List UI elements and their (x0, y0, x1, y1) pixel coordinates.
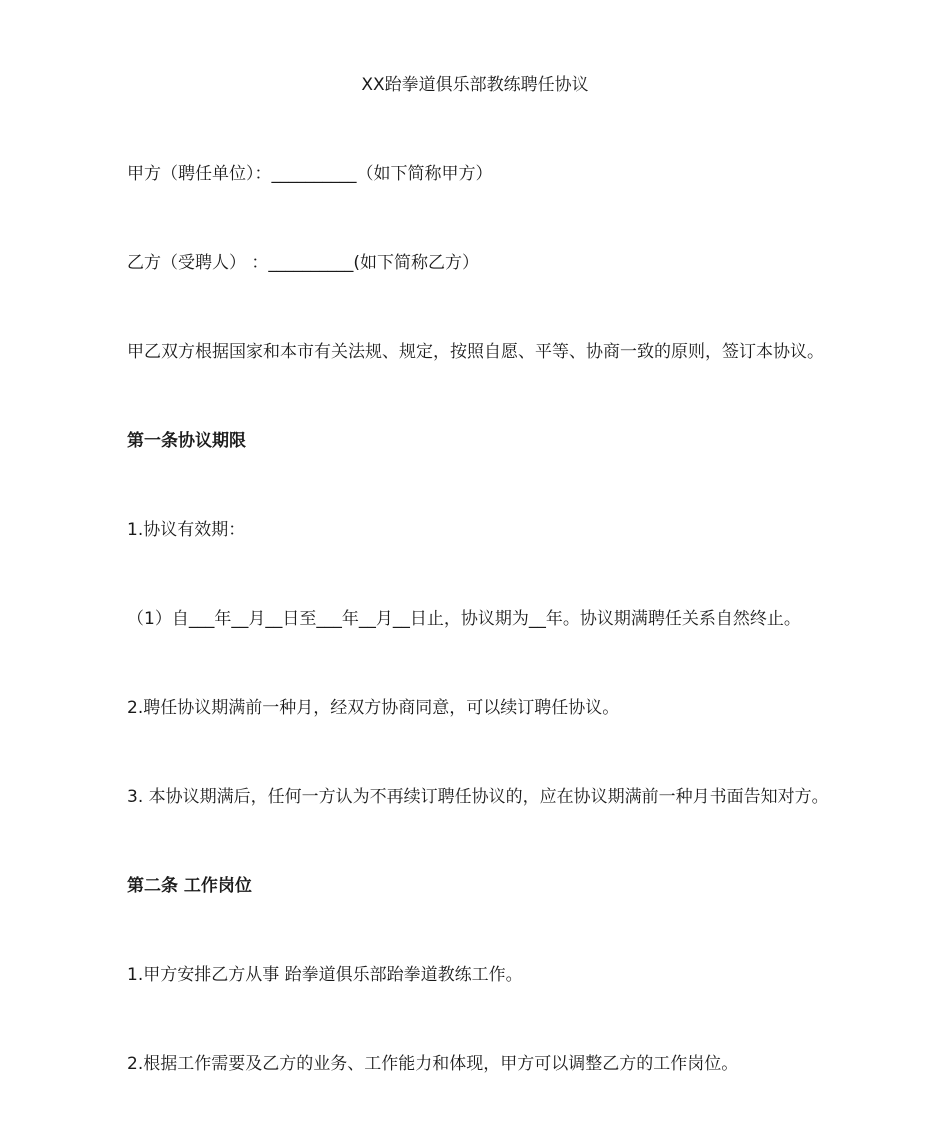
section-heading-position: 第二条 工作岗位 (127, 876, 252, 896)
clause-position-assignment: 1.甲方安排乙方从事 跆拳道俱乐部跆拳道教练工作。 (127, 965, 523, 985)
document-title: XX跆拳道俱乐部教练聘任协议 (361, 75, 589, 95)
preamble-paragraph: 甲乙双方根据国家和本市有关法规、规定，按照自愿、平等、协商一致的原则，签订本协议。 (127, 342, 824, 362)
clause-non-renewal-notice: 3. 本协议期满后，任何一方认为不再续订聘任协议的，应在协议期满前一种月书面告知对方。 (127, 787, 829, 807)
clause-renewal: 2.聘任协议期满前一种月，经双方协商同意，可以续订聘任协议。 (127, 698, 620, 718)
party-b-line: 乙方（受聘人） ：__________(如下简称乙方） (127, 253, 480, 273)
clause-validity-heading: 1.协议有效期： (127, 520, 246, 540)
clause-position-adjustment: 2.根据工作需要及乙方的业务、工作能力和体现，甲方可以调整乙方的工作岗位。 (127, 1054, 739, 1074)
section-heading-term: 第一条协议期限 (127, 431, 246, 451)
party-a-line: 甲方（聘任单位）：__________（如下简称甲方） (127, 164, 493, 184)
clause-validity-period: （1）自___年__月__日至___年__月__日止，协议期为__年。协议期满聘任关系自然终止。 (127, 609, 801, 629)
